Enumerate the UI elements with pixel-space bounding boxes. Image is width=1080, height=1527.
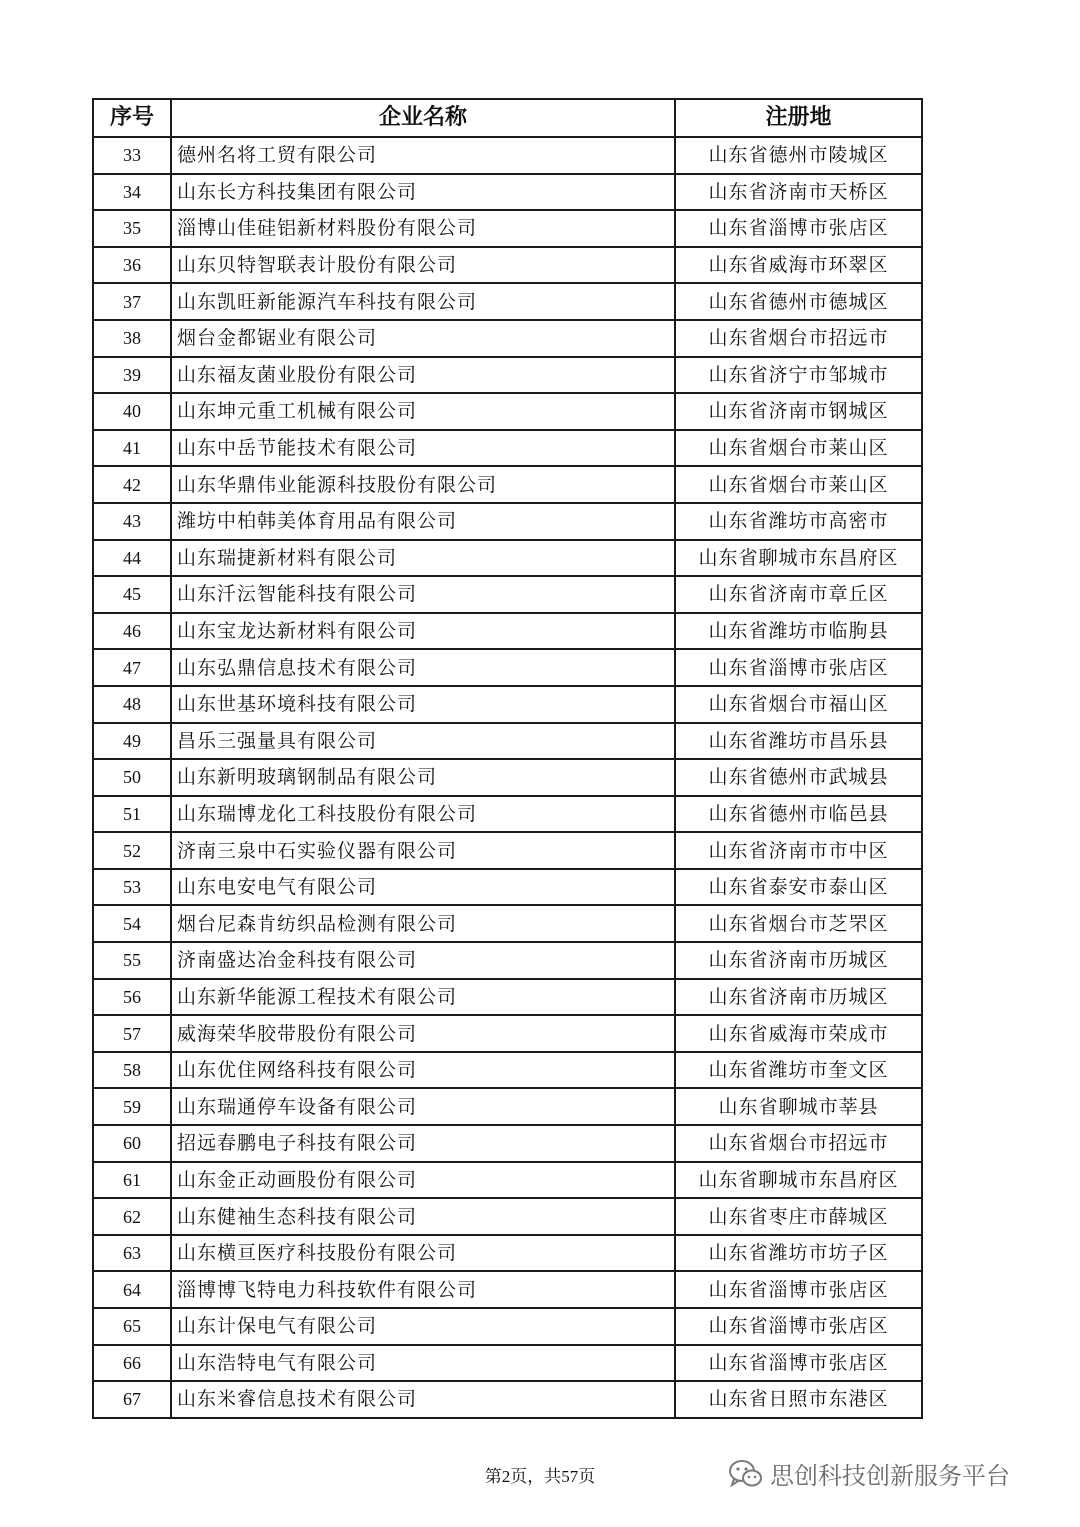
table-row bbox=[93, 576, 922, 613]
cell-company-name: 威海荣华胶带股份有限公司 bbox=[171, 1015, 675, 1052]
cell-serial-number: 59 bbox=[93, 1088, 171, 1125]
cell-serial-number: 50 bbox=[93, 759, 171, 796]
cell-registered-location: 山东省烟台市招远市 bbox=[675, 320, 922, 357]
table-row bbox=[93, 466, 922, 503]
cell-registered-location: 山东省潍坊市奎文区 bbox=[675, 1052, 922, 1089]
cell-serial-number: 51 bbox=[93, 796, 171, 833]
cell-serial-number: 53 bbox=[93, 869, 171, 906]
cell-company-name: 山东新明玻璃钢制品有限公司 bbox=[171, 759, 675, 796]
cell-serial-number: 58 bbox=[93, 1052, 171, 1089]
cell-company-name: 淄博山佳硅铝新材料股份有限公司 bbox=[171, 210, 675, 247]
cell-company-name: 山东金正动画股份有限公司 bbox=[171, 1162, 675, 1199]
table-row bbox=[93, 613, 922, 650]
header-registered-location: 注册地 bbox=[675, 99, 922, 137]
table-body bbox=[93, 137, 922, 1418]
cell-serial-number: 56 bbox=[93, 979, 171, 1016]
cell-serial-number: 57 bbox=[93, 1015, 171, 1052]
cell-company-name: 山东宝龙达新材料有限公司 bbox=[171, 613, 675, 650]
cell-serial-number: 34 bbox=[93, 174, 171, 211]
table-row bbox=[93, 137, 922, 174]
cell-registered-location: 山东省枣庄市薛城区 bbox=[675, 1198, 922, 1235]
cell-company-name: 山东横亘医疗科技股份有限公司 bbox=[171, 1235, 675, 1272]
cell-company-name: 山东瑞捷新材料有限公司 bbox=[171, 540, 675, 577]
cell-company-name: 山东优住网络科技有限公司 bbox=[171, 1052, 675, 1089]
cell-serial-number: 43 bbox=[93, 503, 171, 540]
table-row bbox=[93, 942, 922, 979]
cell-registered-location: 山东省济宁市邹城市 bbox=[675, 357, 922, 394]
cell-registered-location: 山东省济南市钢城区 bbox=[675, 393, 922, 430]
table-row bbox=[93, 1125, 922, 1162]
cell-registered-location: 山东省日照市东港区 bbox=[675, 1381, 922, 1418]
cell-company-name: 山东长方科技集团有限公司 bbox=[171, 174, 675, 211]
cell-serial-number: 52 bbox=[93, 832, 171, 869]
table-row bbox=[93, 1052, 922, 1089]
cell-serial-number: 44 bbox=[93, 540, 171, 577]
watermark bbox=[728, 1456, 1010, 1491]
cell-company-name: 山东世基环境科技有限公司 bbox=[171, 686, 675, 723]
cell-serial-number: 47 bbox=[93, 649, 171, 686]
cell-serial-number: 46 bbox=[93, 613, 171, 650]
table-row bbox=[93, 430, 922, 467]
cell-company-name: 山东汘沄智能科技有限公司 bbox=[171, 576, 675, 613]
cell-serial-number: 66 bbox=[93, 1345, 171, 1382]
table-row bbox=[93, 503, 922, 540]
table-row bbox=[93, 979, 922, 1016]
table-row bbox=[93, 1162, 922, 1199]
cell-company-name: 山东中岳节能技术有限公司 bbox=[171, 430, 675, 467]
cell-serial-number: 65 bbox=[93, 1308, 171, 1345]
cell-registered-location: 山东省济南市历城区 bbox=[675, 979, 922, 1016]
cell-registered-location: 山东省济南市历城区 bbox=[675, 942, 922, 979]
cell-serial-number: 64 bbox=[93, 1271, 171, 1308]
cell-registered-location: 山东省淄博市张店区 bbox=[675, 1271, 922, 1308]
cell-registered-location: 山东省聊城市东昌府区 bbox=[675, 540, 922, 577]
company-table bbox=[92, 98, 923, 1419]
cell-serial-number: 48 bbox=[93, 686, 171, 723]
cell-company-name: 招远春鹏电子科技有限公司 bbox=[171, 1125, 675, 1162]
cell-company-name: 山东米睿信息技术有限公司 bbox=[171, 1381, 675, 1418]
cell-company-name: 德州名将工贸有限公司 bbox=[171, 137, 675, 174]
table-row bbox=[93, 869, 922, 906]
table-row bbox=[93, 1308, 922, 1345]
page-number: 第2页，共57页 bbox=[484, 1467, 596, 1486]
table-row bbox=[93, 320, 922, 357]
cell-registered-location: 山东省烟台市莱山区 bbox=[675, 430, 922, 467]
cell-company-name: 山东华鼎伟业能源科技股份有限公司 bbox=[171, 466, 675, 503]
cell-serial-number: 33 bbox=[93, 137, 171, 174]
table-row bbox=[93, 686, 922, 723]
cell-company-name: 昌乐三强量具有限公司 bbox=[171, 723, 675, 760]
table-row bbox=[93, 796, 922, 833]
cell-serial-number: 35 bbox=[93, 210, 171, 247]
cell-serial-number: 38 bbox=[93, 320, 171, 357]
cell-company-name: 山东健袖生态科技有限公司 bbox=[171, 1198, 675, 1235]
cell-registered-location: 山东省潍坊市坊子区 bbox=[675, 1235, 922, 1272]
cell-registered-location: 山东省潍坊市高密市 bbox=[675, 503, 922, 540]
cell-registered-location: 山东省潍坊市临朐县 bbox=[675, 613, 922, 650]
table-row bbox=[93, 759, 922, 796]
table-row bbox=[93, 283, 922, 320]
cell-serial-number: 55 bbox=[93, 942, 171, 979]
cell-company-name: 山东贝特智联表计股份有限公司 bbox=[171, 247, 675, 284]
table-row bbox=[93, 649, 922, 686]
table-row bbox=[93, 1271, 922, 1308]
cell-registered-location: 山东省烟台市芝罘区 bbox=[675, 905, 922, 942]
cell-registered-location: 山东省威海市荣成市 bbox=[675, 1015, 922, 1052]
cell-company-name: 山东福友菌业股份有限公司 bbox=[171, 357, 675, 394]
table-row bbox=[93, 905, 922, 942]
table-row bbox=[93, 393, 922, 430]
cell-serial-number: 61 bbox=[93, 1162, 171, 1199]
cell-registered-location: 山东省德州市临邑县 bbox=[675, 796, 922, 833]
cell-registered-location: 山东省淄博市张店区 bbox=[675, 210, 922, 247]
cell-registered-location: 山东省威海市环翠区 bbox=[675, 247, 922, 284]
cell-registered-location: 山东省烟台市莱山区 bbox=[675, 466, 922, 503]
cell-registered-location: 山东省泰安市泰山区 bbox=[675, 869, 922, 906]
cell-serial-number: 49 bbox=[93, 723, 171, 760]
cell-company-name: 烟台尼森肯纺织品检测有限公司 bbox=[171, 905, 675, 942]
cell-serial-number: 42 bbox=[93, 466, 171, 503]
cell-company-name: 山东弘鼎信息技术有限公司 bbox=[171, 649, 675, 686]
cell-registered-location: 山东省济南市章丘区 bbox=[675, 576, 922, 613]
header-company-name: 企业名称 bbox=[171, 99, 675, 137]
cell-serial-number: 62 bbox=[93, 1198, 171, 1235]
table-row bbox=[93, 357, 922, 394]
table-row bbox=[93, 1345, 922, 1382]
cell-company-name: 烟台金都锯业有限公司 bbox=[171, 320, 675, 357]
table-row bbox=[93, 1015, 922, 1052]
cell-company-name: 济南三泉中石实验仪器有限公司 bbox=[171, 832, 675, 869]
table-row bbox=[93, 832, 922, 869]
table-row bbox=[93, 1381, 922, 1418]
header-serial-number: 序号 bbox=[93, 99, 171, 137]
cell-registered-location: 山东省烟台市福山区 bbox=[675, 686, 922, 723]
cell-registered-location: 山东省潍坊市昌乐县 bbox=[675, 723, 922, 760]
cell-company-name: 山东计保电气有限公司 bbox=[171, 1308, 675, 1345]
cell-company-name: 淄博博飞特电力科技软件有限公司 bbox=[171, 1271, 675, 1308]
cell-company-name: 山东瑞博龙化工科技股份有限公司 bbox=[171, 796, 675, 833]
table-row bbox=[93, 1198, 922, 1235]
cell-serial-number: 63 bbox=[93, 1235, 171, 1272]
table-row bbox=[93, 247, 922, 284]
cell-serial-number: 60 bbox=[93, 1125, 171, 1162]
table-row bbox=[93, 540, 922, 577]
cell-registered-location: 山东省济南市天桥区 bbox=[675, 174, 922, 211]
cell-serial-number: 39 bbox=[93, 357, 171, 394]
cell-company-name: 山东新华能源工程技术有限公司 bbox=[171, 979, 675, 1016]
cell-registered-location: 山东省聊城市东昌府区 bbox=[675, 1162, 922, 1199]
cell-registered-location: 山东省烟台市招远市 bbox=[675, 1125, 922, 1162]
cell-registered-location: 山东省淄博市张店区 bbox=[675, 1308, 922, 1345]
cell-registered-location: 山东省济南市市中区 bbox=[675, 832, 922, 869]
cell-serial-number: 40 bbox=[93, 393, 171, 430]
cell-registered-location: 山东省德州市陵城区 bbox=[675, 137, 922, 174]
wechat-icon bbox=[728, 1459, 764, 1489]
cell-registered-location: 山东省淄博市张店区 bbox=[675, 649, 922, 686]
cell-serial-number: 45 bbox=[93, 576, 171, 613]
cell-registered-location: 山东省聊城市莘县 bbox=[675, 1088, 922, 1125]
cell-serial-number: 37 bbox=[93, 283, 171, 320]
table-row bbox=[93, 1088, 922, 1125]
cell-company-name: 山东瑞通停车设备有限公司 bbox=[171, 1088, 675, 1125]
cell-registered-location: 山东省德州市德城区 bbox=[675, 283, 922, 320]
cell-serial-number: 36 bbox=[93, 247, 171, 284]
cell-company-name: 山东凯旺新能源汽车科技有限公司 bbox=[171, 283, 675, 320]
watermark-text: 思创科技创新服务平台 bbox=[770, 1462, 1010, 1490]
cell-serial-number: 67 bbox=[93, 1381, 171, 1418]
cell-company-name: 山东坤元重工机械有限公司 bbox=[171, 393, 675, 430]
cell-company-name: 济南盛达冶金科技有限公司 bbox=[171, 942, 675, 979]
table-row bbox=[93, 174, 922, 211]
cell-serial-number: 54 bbox=[93, 905, 171, 942]
cell-registered-location: 山东省德州市武城县 bbox=[675, 759, 922, 796]
cell-registered-location: 山东省淄博市张店区 bbox=[675, 1345, 922, 1382]
table-row bbox=[93, 1235, 922, 1272]
table-row bbox=[93, 723, 922, 760]
table-row bbox=[93, 210, 922, 247]
cell-serial-number: 41 bbox=[93, 430, 171, 467]
cell-company-name: 山东电安电气有限公司 bbox=[171, 869, 675, 906]
cell-company-name: 山东浩特电气有限公司 bbox=[171, 1345, 675, 1382]
table-header-row bbox=[93, 99, 922, 137]
cell-company-name: 潍坊中柏韩美体育用品有限公司 bbox=[171, 503, 675, 540]
